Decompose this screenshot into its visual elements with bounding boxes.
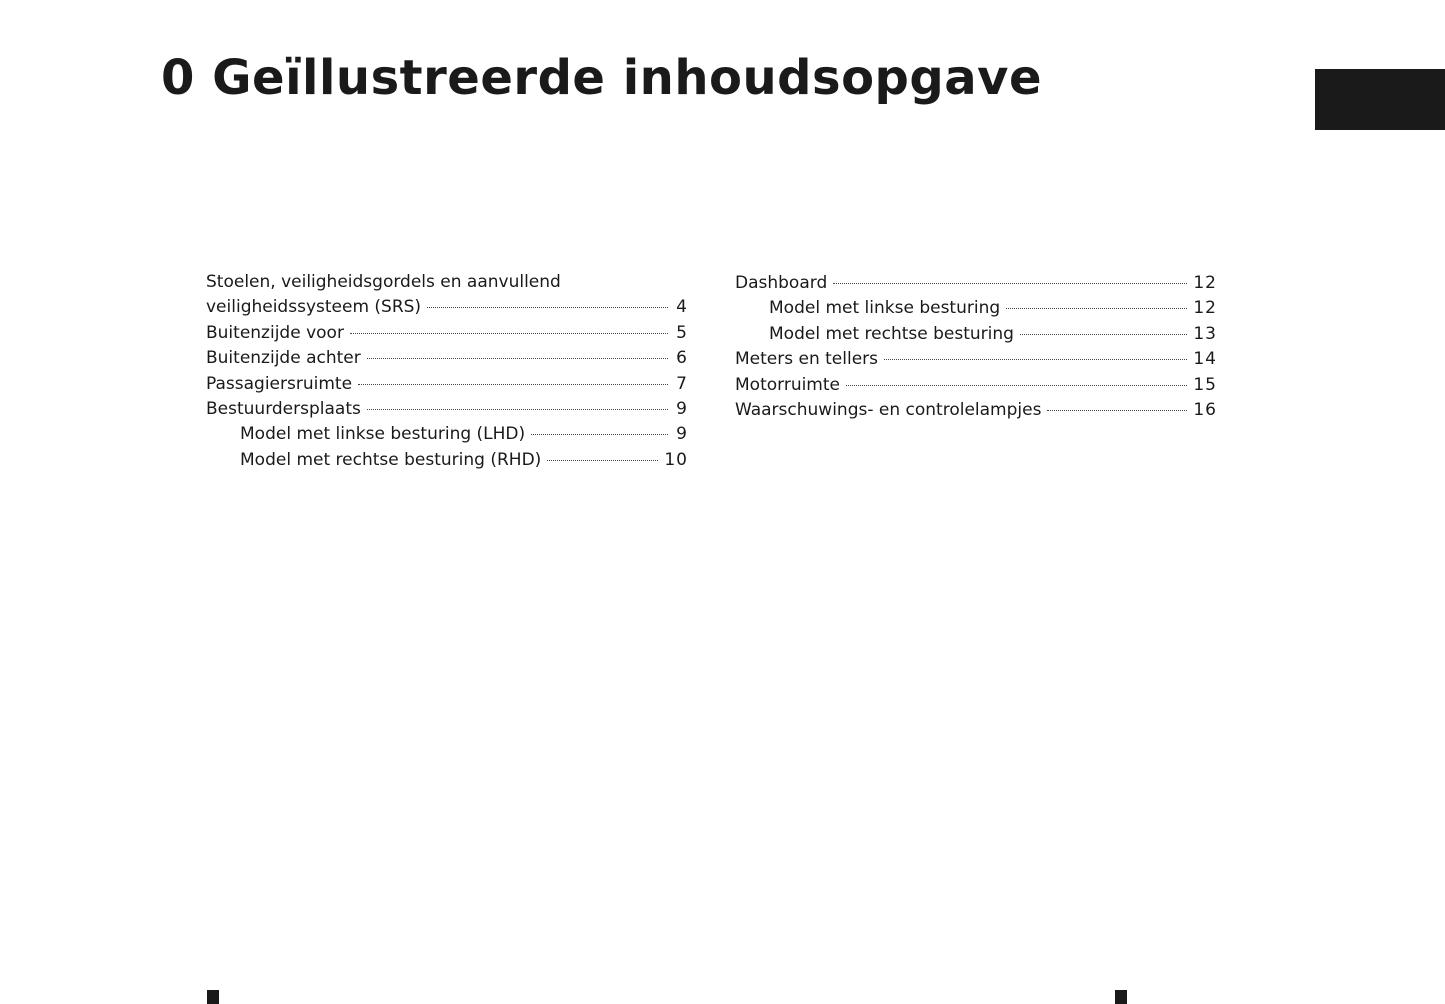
toc-page-number: 6 <box>676 348 688 369</box>
toc-entry-engine-compartment[interactable] <box>735 373 1217 398</box>
toc-leader-dots <box>531 434 668 435</box>
toc-leader-dots <box>547 460 658 461</box>
toc-entry-label: Bestuurdersplaats <box>206 399 361 420</box>
toc-page-number: 5 <box>676 322 688 343</box>
toc-page-number: 10 <box>664 449 688 470</box>
toc-leader-dots <box>846 385 1187 386</box>
toc-leader-dots <box>427 307 668 308</box>
toc-entry-label: Motorruimte <box>735 374 840 395</box>
toc-entry-label: Waarschuwings- en controlelampjes <box>735 400 1042 421</box>
toc-leader-dots <box>350 333 668 334</box>
toc-entry-dashboard-lhd[interactable] <box>735 296 1217 321</box>
page-title: 0 Geïllustreerde inhoudsopgave <box>161 50 1042 106</box>
toc-leader-dots <box>367 358 668 359</box>
toc-entry-label-line1: Stoelen, veiligheidsgordels en aanvullend <box>206 272 561 292</box>
toc-entry-exterior-rear[interactable] <box>206 346 688 371</box>
toc-entry-label: Model met rechtse besturing (RHD) <box>240 449 542 470</box>
toc-entry-cockpit-lhd[interactable] <box>206 422 688 447</box>
toc-page-number: 13 <box>1193 323 1217 344</box>
toc-leader-dots <box>367 409 668 410</box>
toc-page-number: 4 <box>676 297 688 318</box>
chapter-tab <box>1315 69 1445 130</box>
toc-page-number: 14 <box>1193 349 1217 370</box>
toc-entry-label: veiligheidssysteem (SRS) <box>206 297 422 318</box>
toc-page-number: 9 <box>676 399 688 420</box>
toc-leader-dots <box>1006 308 1187 309</box>
toc-leader-dots <box>833 283 1187 284</box>
toc-entry-dashboard-rhd[interactable] <box>735 322 1217 347</box>
toc-entry-meters[interactable] <box>735 347 1217 372</box>
toc-page-number: 12 <box>1193 298 1217 319</box>
toc-entry-cockpit-rhd[interactable] <box>206 448 688 473</box>
toc-entry-label: Buitenzijde voor <box>206 322 344 343</box>
toc-leader-dots <box>1020 334 1187 335</box>
toc-entry-cockpit[interactable] <box>206 397 688 422</box>
toc-right-column <box>735 271 1217 423</box>
toc-entry-label: Model met rechtse besturing <box>769 323 1014 344</box>
toc-entry-warning-lights[interactable] <box>735 398 1217 423</box>
toc-page-number: 12 <box>1193 273 1217 293</box>
toc-page-number: 15 <box>1193 374 1217 395</box>
toc-page-number: 16 <box>1193 400 1217 421</box>
toc-entry-passenger-compartment[interactable] <box>206 372 688 397</box>
crop-mark-left <box>207 990 219 1004</box>
toc-entry-label: Model met linkse besturing (LHD) <box>240 424 526 445</box>
toc-page-number: 7 <box>676 373 688 394</box>
toc-leader-dots <box>1047 410 1187 411</box>
toc-entry-seats[interactable] <box>206 270 688 321</box>
toc-entry-dashboard[interactable] <box>735 271 1217 296</box>
crop-mark-right <box>1115 990 1127 1004</box>
toc-entry-label: Dashboard <box>735 273 828 293</box>
toc-page-number: 9 <box>676 424 688 445</box>
toc-leader-dots <box>358 384 668 385</box>
toc-left-column <box>206 270 688 473</box>
toc-entry-label: Model met linkse besturing <box>769 298 1001 319</box>
toc-entry-label: Meters en tellers <box>735 349 879 370</box>
toc-leader-dots <box>884 359 1187 360</box>
toc-entry-exterior-front[interactable] <box>206 321 688 346</box>
toc-entry-label: Passagiersruimte <box>206 373 353 394</box>
toc-entry-label: Buitenzijde achter <box>206 348 361 369</box>
